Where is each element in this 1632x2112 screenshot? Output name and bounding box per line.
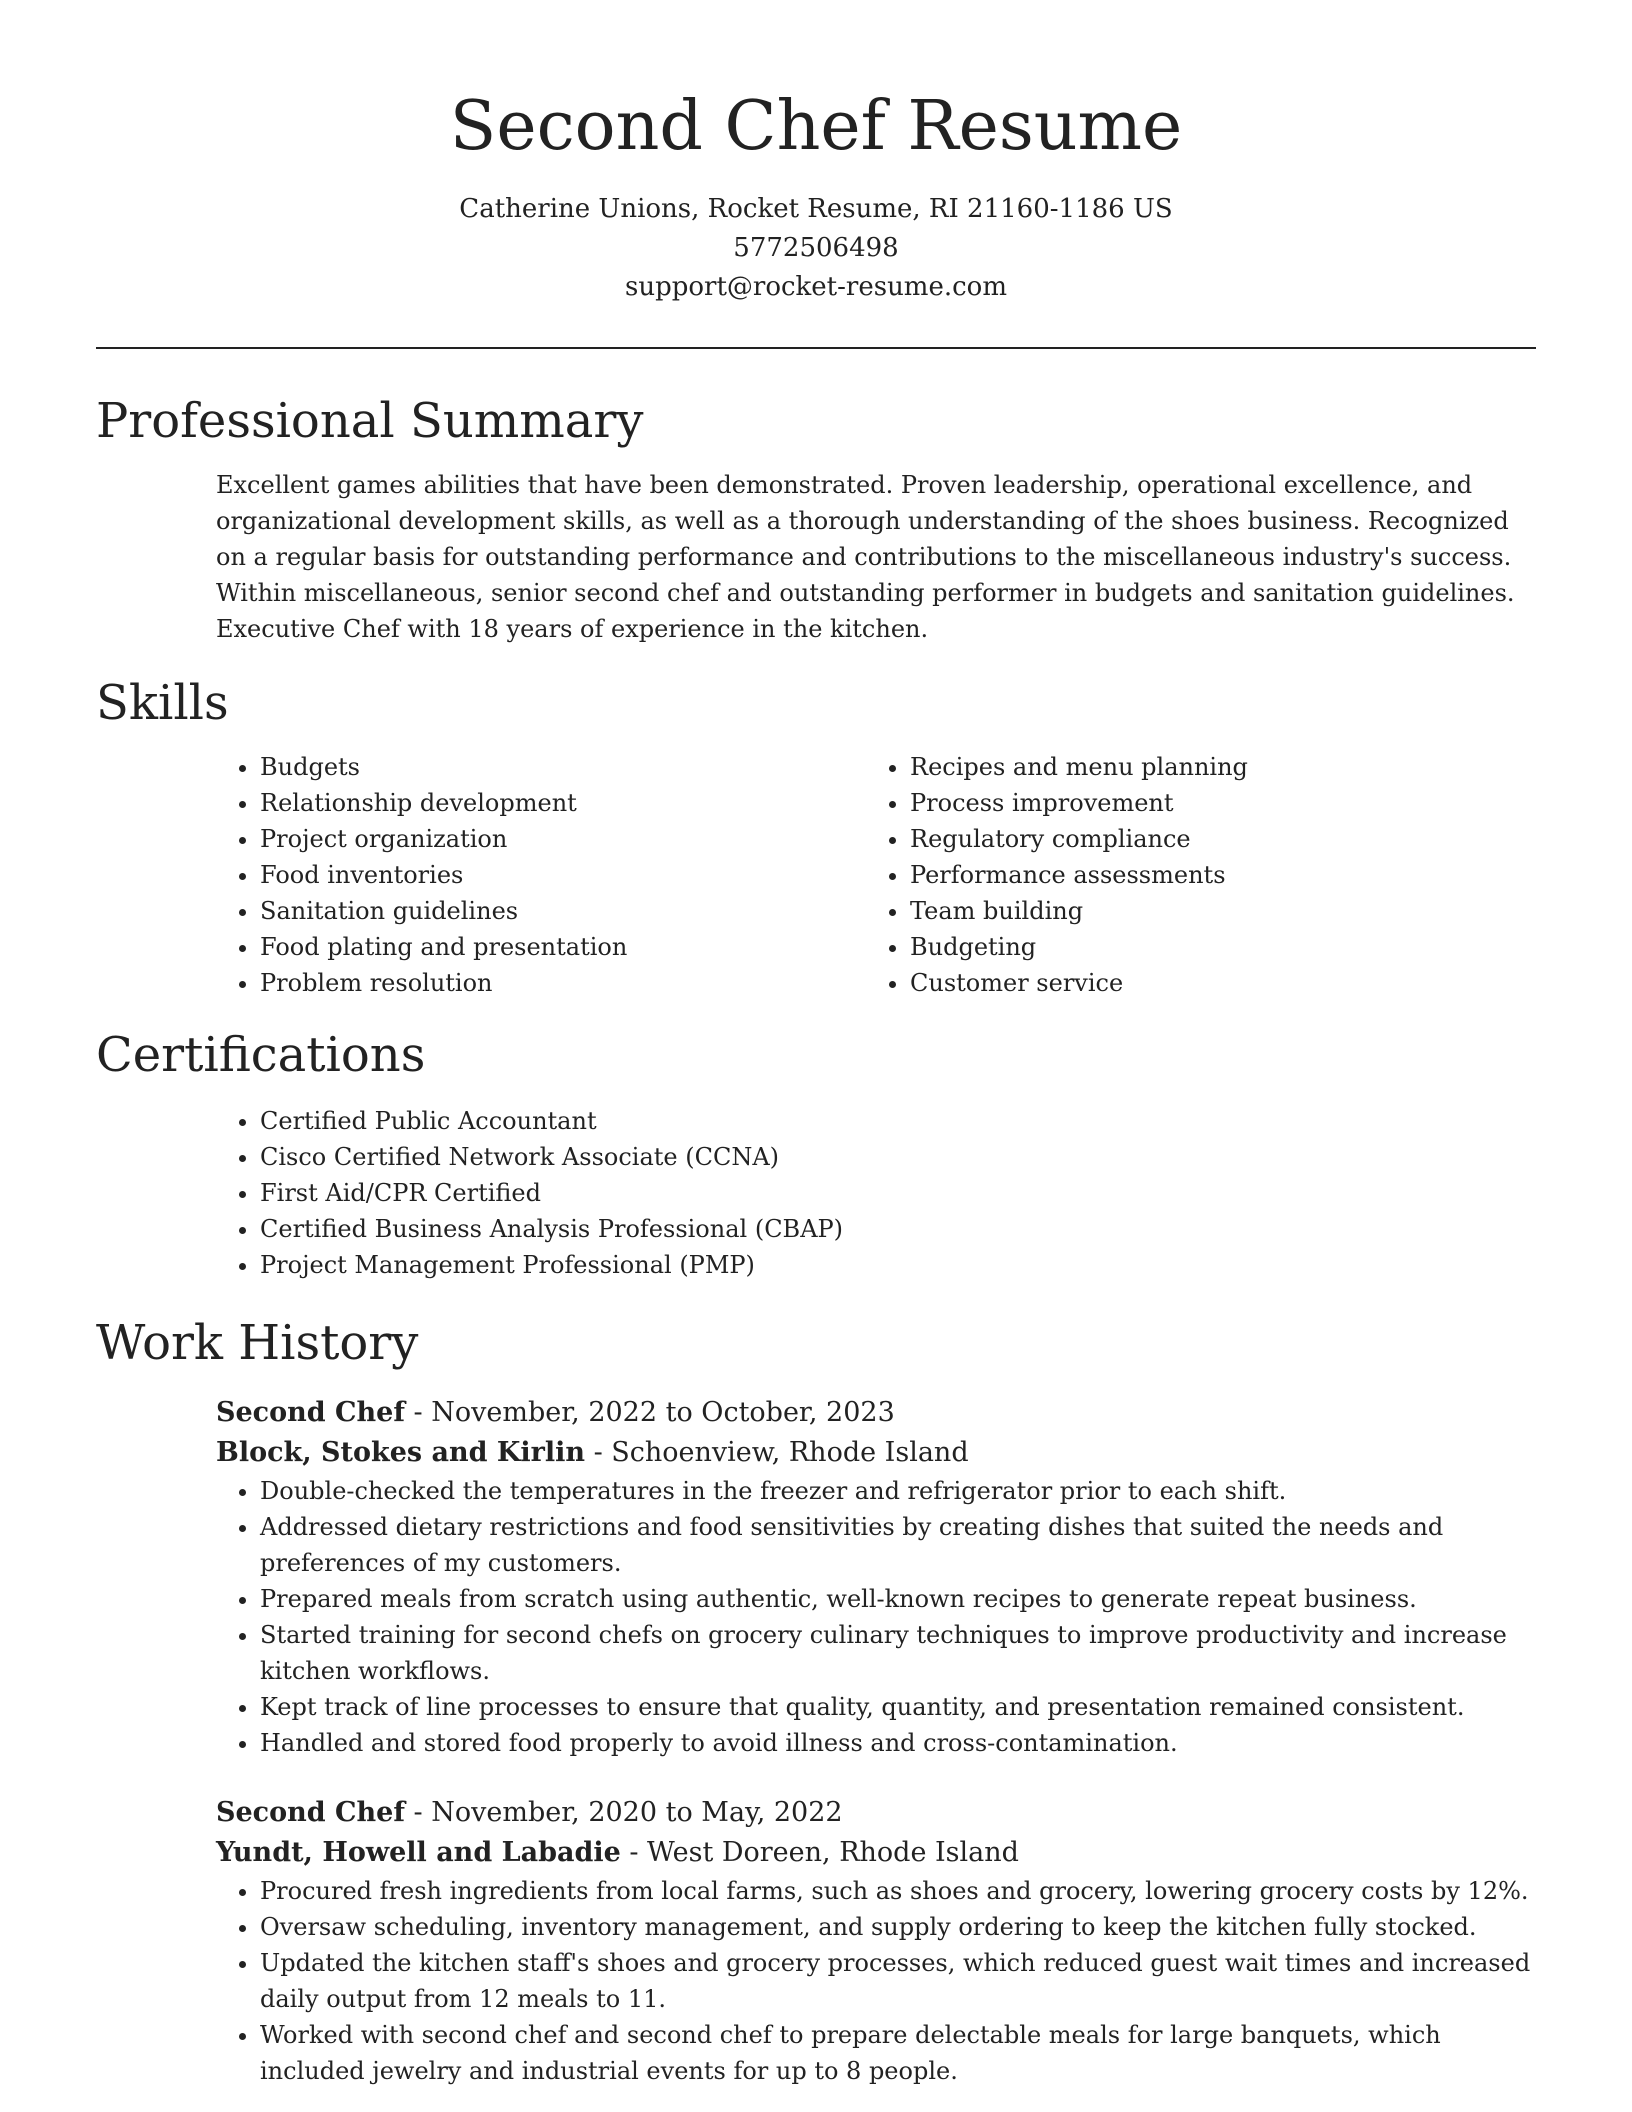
skill-item: • Sanitation guidelines — [260, 893, 866, 929]
contact-phone: 5772506498 — [733, 233, 899, 263]
header-divider — [96, 347, 1536, 349]
certification-item: • Certified Business Analysis Professional (CBAP) — [260, 1211, 1536, 1247]
skill-item: • Team building — [910, 893, 1516, 929]
job-dates: - November, 2022 to October, 2023 — [404, 1397, 895, 1428]
skill-item: • Performance assessments — [910, 857, 1516, 893]
job-role: Second Chef — [216, 1397, 405, 1428]
job-entry — [216, 1793, 1536, 2089]
certification-item: • Cisco Certified Network Associate (CCNA) — [260, 1139, 1536, 1175]
skill-item: • Process improvement — [910, 785, 1516, 821]
job-duty: • Procured fresh ingredients from local farms, such as shoes and grocery, lowering grocery costs by 12%. — [260, 1873, 1536, 1909]
certifications-block — [216, 1103, 1536, 1283]
job-role-line — [216, 1393, 1536, 1433]
job-duty: • Addressed dietary restrictions and food sensitivities by creating dishes that suited the needs and preferences of my customers. — [260, 1509, 1536, 1581]
skill-item: • Problem resolution — [260, 965, 866, 1001]
job-duty: • Handled and stored food properly to avoid illness and cross-contamination. — [260, 1725, 1536, 1761]
skills-list-left — [216, 749, 866, 1001]
job-duty: • Worked with second chef and second chef to prepare delectable meals for large banquets, which included jewelry and industrial events for up to 8 people. — [260, 2017, 1536, 2089]
skills-column-right — [866, 749, 1516, 1001]
contact-block — [96, 190, 1536, 307]
work-history-heading: Work History — [96, 1315, 419, 1371]
job-location: - Schoenview, Rhode Island — [585, 1437, 969, 1468]
skill-item: • Project organization — [260, 821, 866, 857]
certification-item: • Project Management Professional (PMP) — [260, 1247, 1536, 1283]
skills-heading: Skills — [96, 675, 229, 731]
job-duties-list — [216, 1873, 1536, 2089]
skill-item: • Budgets — [260, 749, 866, 785]
job-duty: • Kept track of line processes to ensure that quality, quantity, and presentation remained consistent. — [260, 1689, 1536, 1725]
resume-title: Second Chef Resume — [449, 87, 1183, 166]
job-company: Block, Stokes and Kirlin — [216, 1437, 585, 1468]
skill-item: • Customer service — [910, 965, 1516, 1001]
job-company-line — [216, 1433, 1536, 1473]
job-location: - West Doreen, Rhode Island — [620, 1837, 1019, 1868]
summary-heading: Professional Summary — [96, 393, 644, 449]
job-role: Second Chef — [216, 1797, 405, 1828]
certification-item: • Certified Public Accountant — [260, 1103, 1536, 1139]
certifications-list — [216, 1103, 1536, 1283]
skill-item: • Food inventories — [260, 857, 866, 893]
skills-grid — [216, 749, 1536, 1001]
certifications-heading: Certifications — [96, 1027, 426, 1083]
skills-column-left — [216, 749, 866, 1001]
contact-address: Catherine Unions, Rocket Resume, RI 21160-1186 US — [459, 194, 1173, 224]
skill-item: • Food plating and presentation — [260, 929, 866, 965]
job-duty: • Double-checked the temperatures in the freezer and refrigerator prior to each shift. — [260, 1473, 1536, 1509]
job-company-line — [216, 1833, 1536, 1873]
job-duties-list — [216, 1473, 1536, 1761]
job-duty: • Started training for second chefs on grocery culinary techniques to improve productivity and increase kitchen workflows. — [260, 1617, 1536, 1689]
skill-item: • Relationship development — [260, 785, 866, 821]
skill-item: • Budgeting — [910, 929, 1516, 965]
job-company: Yundt, Howell and Labadie — [216, 1837, 621, 1868]
job-role-line — [216, 1793, 1536, 1833]
job-duty: • Prepared meals from scratch using authentic, well-known recipes to generate repeat business. — [260, 1581, 1536, 1617]
job-dates: - November, 2020 to May, 2022 — [404, 1797, 843, 1828]
job-entry — [216, 1393, 1536, 1761]
skill-item: • Regulatory compliance — [910, 821, 1516, 857]
skills-list-right — [866, 749, 1516, 1001]
certification-item: • First Aid/CPR Certified — [260, 1175, 1536, 1211]
job-duty: • Updated the kitchen staff's shoes and grocery processes, which reduced guest wait times and increased daily output from 12 meals to 11. — [260, 1945, 1536, 2017]
skill-item: • Recipes and menu planning — [910, 749, 1516, 785]
summary-text: Excellent games abilities that have been demonstrated. Proven leadership, operational excellence, and organizational development skills, as well as a thorough understanding of the shoes business. Recognized on a regular basis for outstanding performance and contributions to the miscellaneous industry's success. Within miscellaneous, senior second chef and outstanding performer in budgets and sanitation guidelines. Executive Chef with 18 years of experience in the kitchen. — [216, 471, 1515, 643]
job-duty: • Oversaw scheduling, inventory management, and supply ordering to keep the kitchen fully stocked. — [260, 1909, 1536, 1945]
contact-email: support@rocket-resume.com — [624, 272, 1007, 302]
resume-page — [96, 0, 1536, 2089]
